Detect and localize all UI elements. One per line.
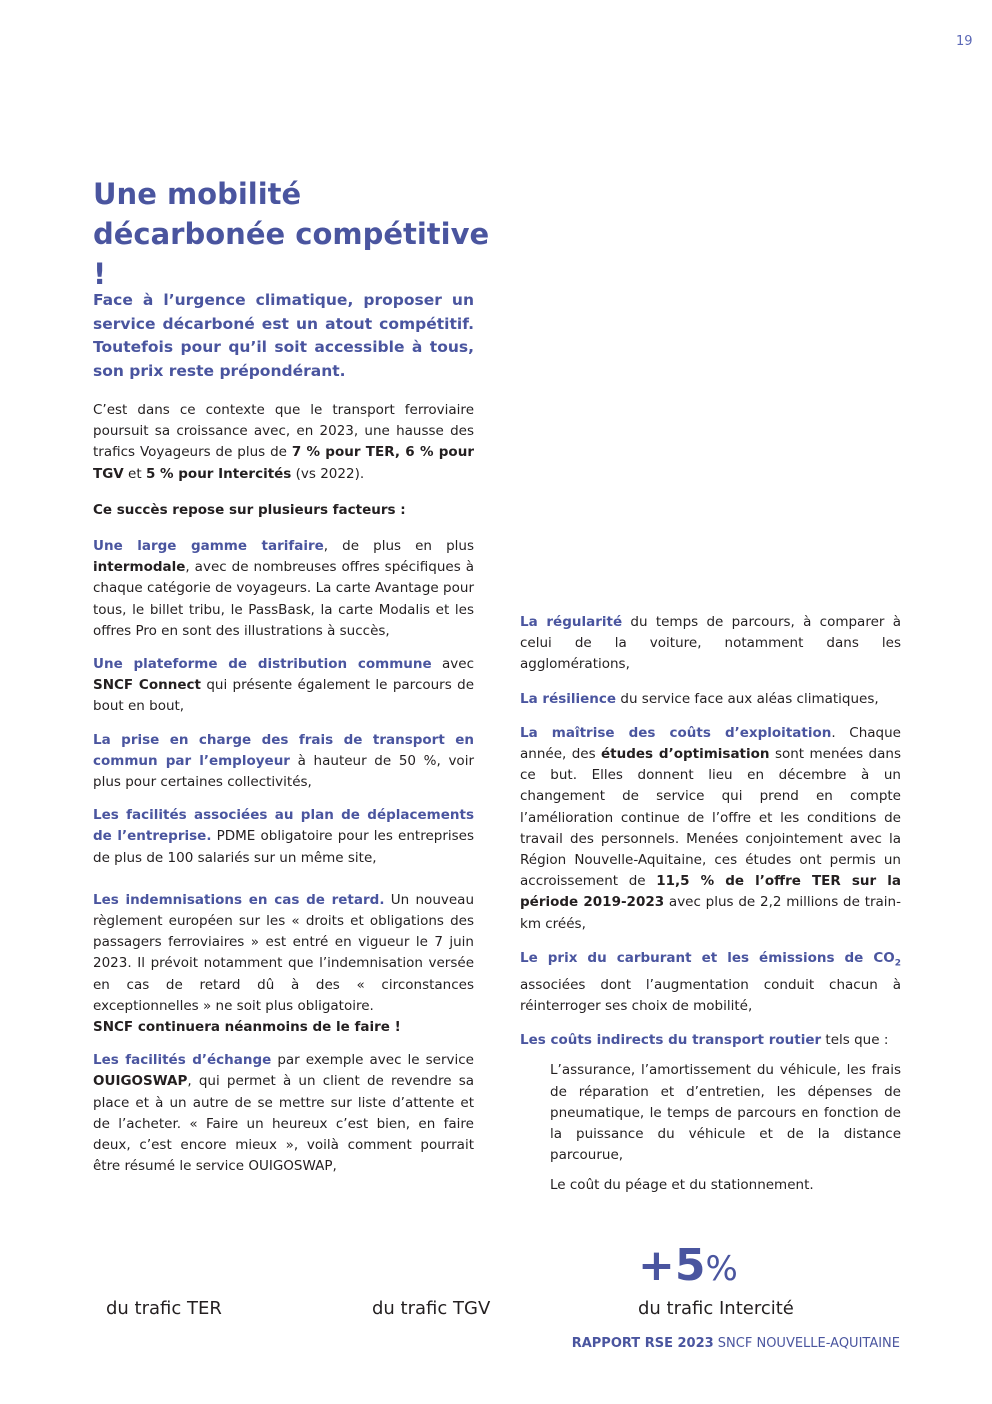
page-title: Une mobilité décarbonée compétitive ! [93, 177, 490, 291]
factor-text: , qui permet à un client de revendre sa place et à un autre de se mettre sur liste d’attente et de l’acheter. « Faire un heureux c’est bien, en faire deux, c’est encore mieux », voilà comment pourrait être résumé le service OUIGOSWAP, [93, 1073, 474, 1175]
factors-heading: Ce succès repose sur plusieurs facteurs : [93, 501, 406, 518]
factor-text: Un nouveau règlement européen sur les « droits et obligations des passagers ferroviaires » est entré en vigueur le 7 juin 2023. Il prévoit notamment que l’indemnisation versée en cas de retard dû à des « circonstances exceptionnelles » ne soit plus obligatoire. [93, 891, 474, 1014]
factor-text: avec [431, 656, 474, 673]
left-column [93, 400, 474, 1178]
factor-bold: SNCF continuera néanmoins de le faire ! [93, 1019, 401, 1036]
stat-number: +5 [638, 1240, 706, 1291]
factor-tarif [93, 536, 474, 642]
stat-intercite-value [638, 1240, 738, 1295]
factor-title: Une large gamme tarifaire [93, 538, 324, 555]
factor-text: associées dont l’augmentation conduit chacun à réinterroger ses choix de mobilité, [520, 976, 901, 1014]
factor-bold: intermodale [93, 559, 186, 576]
factor-text: du temps de parcours, à comparer à celui de la voiture, notamment dans les agglomérations, [520, 614, 901, 673]
lead-paragraph: Face à l’urgence climatique, proposer un service décarboné est un atout compétitif. Toutefois pour qu’il soit accessible à tous, son prix reste prépondérant. [93, 291, 474, 380]
intro-text: (vs 2022). [291, 465, 365, 482]
footer-organization: SNCF NOUVELLE-AQUITAINE [713, 1336, 900, 1351]
factor-text: , avec de nombreuses offres spécifiques à chaque catégorie de voyageurs. La carte Avantage pour tous, le billet tribu, le PassBask, la carte Modalis et les offres Pro en sont des illustrations à succès, [93, 559, 474, 639]
factor-title: Les coûts indirects du transport routier [520, 1032, 822, 1049]
list-item: Le coût du péage et du stationnement. [550, 1177, 814, 1194]
intro-highlight-ter-tgv: 7 % pour TER, 6 % pour TGV [93, 444, 474, 482]
intro-text: et [123, 465, 146, 482]
right-column [520, 612, 901, 1197]
factor-couts-indirects [520, 1030, 901, 1051]
factor-text: , de plus en plus [323, 538, 474, 555]
intro-text: C’est dans ce contexte que le transport ferroviaire poursuit sa croissance avec, en 2023, une hausse des trafics Voyageurs de plus de [93, 402, 474, 461]
page-footer [540, 1336, 900, 1351]
intro-paragraph [93, 400, 474, 485]
factor-employeur [93, 730, 474, 794]
factor-text: qui présente également le parcours de bout en bout, [93, 677, 475, 715]
factor-text: tels que : [821, 1032, 889, 1049]
factor-title: Les facilités d’échange [93, 1052, 272, 1069]
factor-title: Les facilités associées au plan de déplacements de l’entreprise. [93, 807, 474, 845]
factor-text: sont menées dans ce but. Elles donnent lieu en décembre à un changement de service qui prend en compte l’amélioration continue de l’offre et les conditions de travail des personnels. Menées conjointement avec la Région Nouvelle-Aquitaine, ces études ont permis un accroissement de [520, 746, 901, 890]
stat-tgv-label: du trafic TGV [372, 1298, 491, 1319]
stat-unit: % [705, 1249, 738, 1289]
factor-text: à hauteur de 50 %, voir plus pour certaines collectivités, [93, 752, 474, 791]
factor-title: La maîtrise des coûts d’exploitation [520, 724, 832, 741]
factor-title: La prise en charge des frais de transport en commun par l’employeur [93, 731, 474, 769]
list-item: L’assurance, l’amortissement du véhicule, les frais de réparation et d’entretien, les dépenses de pneumatique, le temps de parcours en fonction de la puissance du véhicule et de la distance parcourue, [550, 1062, 901, 1164]
factor-bold: études d’optimisation [601, 746, 770, 763]
intro-highlight-intercites: 5 % pour Intercités [145, 465, 292, 482]
factor-carburant [520, 948, 901, 1017]
stat-ter-label: du trafic TER [106, 1298, 222, 1319]
factor-text: PDME obligatoire pour les entreprises de plus de 100 salariés sur un même site, [93, 828, 475, 866]
factor-text: par exemple avec le service [271, 1052, 474, 1069]
co2-subscript: 2 [894, 958, 901, 969]
page-number: 19 [956, 34, 973, 49]
factor-couts-exploitation [520, 723, 901, 935]
factor-resilience [520, 689, 901, 710]
factor-pdme [93, 805, 474, 869]
factor-echange [93, 1050, 474, 1177]
factor-bold: SNCF Connect [93, 677, 201, 694]
factor-indemnisations [93, 890, 474, 1038]
factor-title: Les indemnisations en cas de retard. [93, 891, 385, 908]
factor-title: La résilience [520, 690, 617, 707]
factor-bold: 11,5 % de l’offre TER sur la période 2019-2023 [520, 873, 901, 911]
factor-text: avec plus de 2,2 millions de train-km créés, [520, 894, 901, 932]
factor-text: du service face aux aléas climatiques, [616, 690, 879, 707]
factor-text: . Chaque année, des [520, 724, 901, 763]
factor-bold: OUIGOSWAP [93, 1073, 188, 1090]
factor-plateforme [93, 654, 474, 718]
factor-title: Une plateforme de distribution commune [93, 656, 432, 673]
factor-title: La régularité [520, 614, 623, 630]
factor-regularite [520, 612, 901, 676]
footer-report-title: RAPPORT RSE 2023 [571, 1336, 714, 1351]
factor-title: Le prix du carburant et les émissions de CO [520, 949, 895, 966]
stat-intercite-label: du trafic Intercité [638, 1298, 794, 1319]
